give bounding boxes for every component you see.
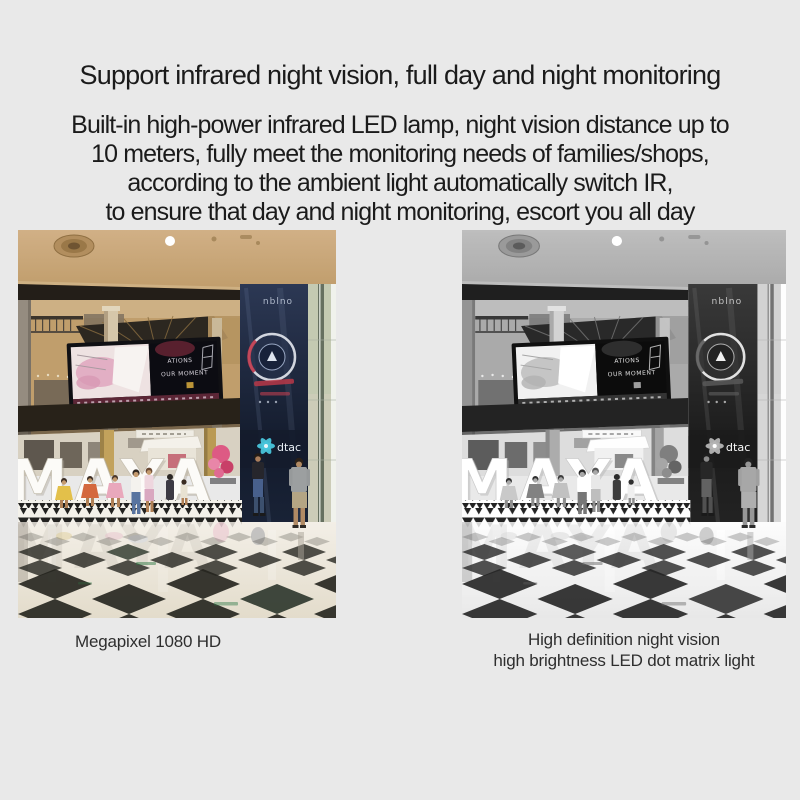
caption-night-line-1: High definition night vision [528,630,720,649]
description-line-1: Built-in high-power infrared LED lamp, night vision distance up to [71,111,729,139]
photo-night [462,230,786,618]
caption-night-line-2: high brightness LED dot matrix light [493,651,755,670]
description-line-2: 10 meters, fully meet the monitoring needs of families/shops, [91,140,709,168]
description-line-3: according to the ambient light automatically switch IR, [127,169,673,197]
description-line-4: to ensure that day and night monitoring, escort you all day [105,198,695,226]
caption-night [462,629,786,671]
headline: Support infrared night vision, full day and night monitoring [79,60,721,90]
caption-day: Megapixel 1080 HD [75,632,221,651]
photo-night-image [462,230,786,618]
photo-day [18,230,336,618]
description-paragraph [0,111,800,227]
photo-day-image [18,230,336,618]
